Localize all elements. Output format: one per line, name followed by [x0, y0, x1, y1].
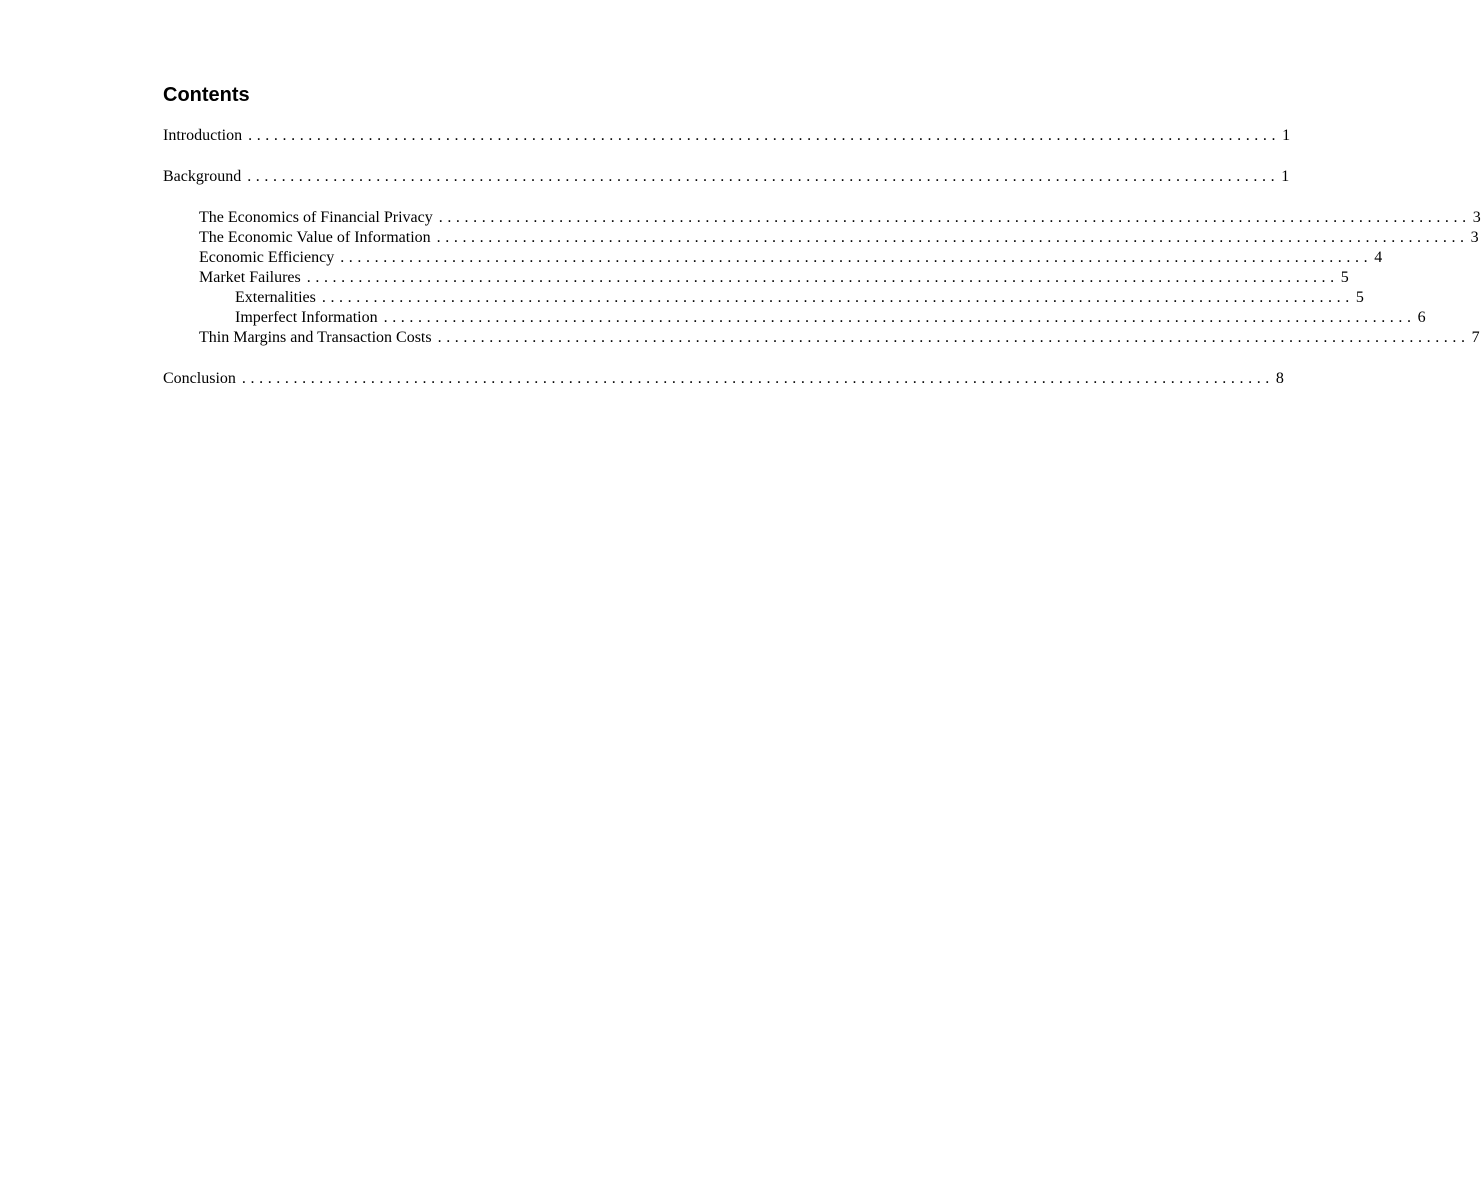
toc-entry-title: Conclusion	[163, 370, 236, 387]
toc-dot-leader: ........................................................................................................................	[241, 370, 1274, 387]
toc-entry-page: 4	[1374, 249, 1383, 266]
toc-dot-leader: ........................................................................................................................	[340, 249, 1373, 266]
toc-dot-leader: ........................................................................................................................	[383, 309, 1416, 326]
toc-entry-economics-of-financial-privacy[interactable]	[163, 208, 1481, 228]
toc-dot-leader: ........................................................................................................................	[247, 168, 1280, 185]
toc-entry-page: 7	[1471, 329, 1480, 346]
toc-dot-leader: ........................................................................................................................	[248, 127, 1281, 144]
toc-dot-leader: ........................................................................................................................	[436, 229, 1469, 246]
toc-entry-title: The Economics of Financial Privacy	[199, 209, 433, 226]
toc-dot-leader: ........................................................................................................................	[437, 329, 1470, 346]
toc-entry-imperfect-information[interactable]	[163, 308, 1426, 328]
toc-entry-page: 5	[1340, 269, 1349, 286]
toc-entry-economic-efficiency[interactable]	[163, 248, 1383, 268]
toc-entry-title: Economic Efficiency	[199, 249, 335, 266]
toc-entry-introduction[interactable]	[163, 126, 1291, 146]
toc-entry-market-failures[interactable]	[163, 268, 1349, 288]
toc-entry-title: Introduction	[163, 127, 243, 144]
toc-dot-leader: ........................................................................................................................	[306, 269, 1339, 286]
toc-heading: Contents	[163, 84, 250, 106]
toc-dot-leader: ........................................................................................................................	[438, 209, 1471, 226]
toc-entry-title: Market Failures	[199, 269, 301, 286]
toc-entry-page: 8	[1275, 370, 1284, 387]
toc-page	[163, 82, 1481, 389]
toc-entry-page: 1	[1281, 168, 1290, 185]
toc-entry-title: Externalities	[235, 289, 316, 306]
toc-entry-title: Imperfect Information	[235, 309, 378, 326]
toc-entry-externalities[interactable]	[163, 288, 1364, 308]
toc-list	[163, 126, 1481, 389]
toc-entry-title: Thin Margins and Transaction Costs	[199, 329, 432, 346]
toc-entry-thin-margins-and-transaction-costs[interactable]	[163, 328, 1480, 348]
toc-entry-page: 1	[1282, 127, 1291, 144]
toc-entry-page: 3	[1470, 229, 1479, 246]
toc-entry-page: 5	[1355, 289, 1364, 306]
toc-entry-background[interactable]	[163, 167, 1290, 187]
toc-entry-conclusion[interactable]	[163, 369, 1284, 389]
toc-entry-title: The Economic Value of Information	[199, 229, 431, 246]
toc-entry-economic-value-of-information[interactable]	[163, 228, 1479, 248]
toc-entry-title: Background	[163, 168, 242, 185]
toc-dot-leader: ........................................................................................................................	[321, 289, 1354, 306]
toc-entry-page: 6	[1417, 309, 1426, 326]
toc-entry-page: 3	[1472, 209, 1481, 226]
